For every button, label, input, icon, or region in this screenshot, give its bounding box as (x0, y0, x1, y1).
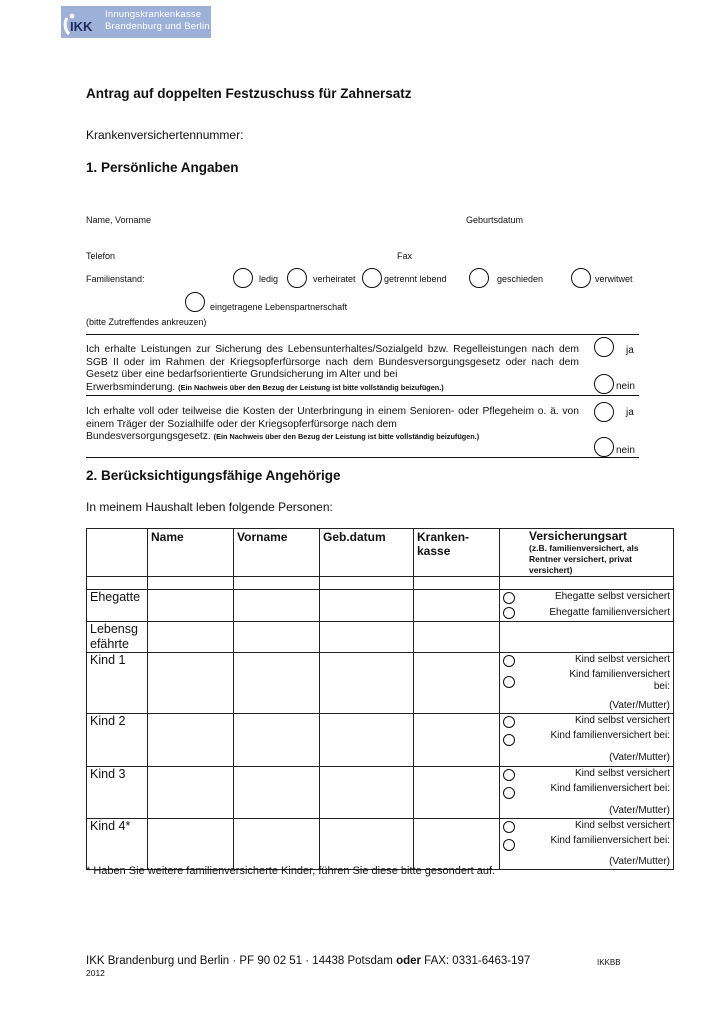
cell-input[interactable] (234, 622, 320, 653)
row-label-child1: Kind 1 (87, 653, 148, 714)
phone-label: Telefon (86, 251, 116, 261)
opt-child2-family: Kind familienversichert bei: (550, 730, 670, 741)
radio-ledig[interactable] (233, 268, 253, 288)
table-spacer-row (87, 577, 674, 590)
question-benefits-text: Ich erhalte Leistungen zur Sicherung des Lebensunterhaltes/Sozialgeld bzw. Regelleistungen nach dem SGB II oder im Rahmen der Kriegsopferfürsorge nach dem Bundesversorgungsgesetz oder nach dem Gesetz über eine bedarfsorientierte Grundsicherung im Alter und bei (86, 344, 579, 381)
question-housing-text: Ich erhalte voll oder teilweise die Kosten der Unterbringung in einem Senioren- oder Pflegeheim o. ä. von einem Träger der Sozialhilfe oder der Kriegsopferfürsorge nach dem (86, 406, 579, 430)
logo-text (105, 9, 210, 33)
cell-input[interactable] (320, 819, 414, 870)
table-row (87, 653, 674, 714)
option-lebenspartnerschaft: eingetragene Lebenspartnerschaft (210, 302, 348, 312)
cell-input[interactable] (320, 590, 414, 622)
col-versicherungsart-title: Versicherungsart (529, 529, 628, 543)
parent-label: (Vater/Mutter) (609, 752, 670, 763)
table-row (87, 819, 674, 870)
table-row (87, 590, 674, 622)
footer-year: 2012 (86, 968, 105, 978)
row-label-partner-1: Lebensg (90, 622, 138, 636)
cell-input[interactable] (234, 819, 320, 870)
cell-input[interactable] (414, 819, 500, 870)
radio-lebenspartnerschaft[interactable] (185, 292, 205, 312)
ikk-logo-icon (63, 8, 101, 36)
row-label-child4: Kind 4* (87, 819, 148, 870)
footnote: * Haben Sie weitere familienversicherte Kinder, führen Sie diese bitte gesondert auf. (86, 865, 496, 877)
option-ledig: ledig (259, 274, 279, 284)
radio-benefits-no[interactable] (594, 374, 614, 394)
radio-spouse-family[interactable] (503, 607, 515, 619)
footer-address (86, 955, 530, 967)
parent-label: (Vater/Mutter) (609, 805, 670, 816)
radio-child4-self[interactable] (503, 821, 515, 833)
row-label-child3: Kind 3 (87, 767, 148, 819)
section2-intro: In meinem Haushalt leben folgende Personen: (86, 500, 333, 514)
table-header-row (87, 529, 674, 577)
cell-input[interactable] (414, 767, 500, 819)
marital-status-label: Familienstand: (86, 274, 145, 284)
cell-input[interactable] (320, 622, 414, 653)
radio-child2-family[interactable] (503, 734, 515, 746)
parent-label: (Vater/Mutter) (609, 856, 670, 867)
member-number-label: Krankenversichertennummer: (86, 128, 244, 142)
fax-label: Fax (397, 251, 413, 261)
col-krankenkasse-line1: Kranken- (417, 530, 470, 544)
logo-line1: Innungskrankenkasse (105, 9, 202, 20)
cell-input[interactable] (234, 653, 320, 714)
radio-benefits-yes[interactable] (594, 337, 614, 357)
divider-3 (86, 457, 639, 458)
opt-child4-self: Kind selbst versichert (574, 820, 670, 831)
cell-input[interactable] (320, 714, 414, 767)
footer-code: IKKBB (597, 958, 621, 967)
question-benefits (86, 344, 579, 394)
opt-child1-family-a: Kind familienversichert (569, 669, 670, 680)
question-housing-last: Bundesversorgungsgesetz. (86, 431, 211, 443)
option-getrennt: getrennt lebend (384, 274, 447, 284)
footer-address-a: IKK Brandenburg und Berlin · PF 90 02 51 · 14438 Potsdam (86, 955, 397, 967)
section1-heading: 1. Persönliche Angaben (86, 160, 239, 175)
opt-child3-family: Kind familienversichert bei: (550, 783, 670, 794)
option-geschieden: geschieden (497, 274, 544, 284)
ikk-logo (61, 6, 211, 38)
opt-child4-family: Kind familienversichert bei: (550, 835, 670, 846)
question-benefits-last: Erwerbsminderung. (86, 381, 176, 393)
cell-input[interactable] (414, 590, 500, 622)
cell-input[interactable] (320, 767, 414, 819)
header-empty (87, 529, 148, 577)
radio-child1-self[interactable] (503, 655, 515, 667)
cell-input[interactable] (500, 622, 674, 653)
marital-hint: (bitte Zutreffendes ankreuzen) (86, 317, 207, 327)
cell-input[interactable] (148, 819, 234, 870)
footer-address-b: FAX: 0331-6463-197 (420, 955, 531, 967)
cell-input[interactable] (148, 767, 234, 819)
radio-spouse-self[interactable] (503, 592, 515, 604)
col-gebdatum: Geb.datum (320, 529, 414, 577)
name-label: Name, Vorname (86, 215, 152, 225)
col-versicherungsart (500, 529, 674, 577)
row-label-partner-2: efährte (90, 637, 129, 651)
housing-yes-label: ja (626, 407, 634, 418)
row-label-child2: Kind 2 (87, 714, 148, 767)
benefits-no-label: nein (616, 381, 635, 392)
footer-address-or: oder (396, 955, 421, 967)
col-krankenkasse (414, 529, 500, 577)
cell-input[interactable] (234, 714, 320, 767)
row-label-partner (87, 622, 148, 653)
col-versicherungsart-hint: (z.B. familienversichert, als Rentner versichert, privat versichert) (529, 543, 639, 575)
radio-housing-no[interactable] (594, 437, 614, 457)
opt-child3-self: Kind selbst versichert (574, 768, 670, 779)
table-row (87, 714, 674, 767)
logo-brand: IKK (70, 19, 93, 34)
col-vorname: Vorname (234, 529, 320, 577)
option-verwitwet: verwitwet (595, 274, 633, 284)
option-verheiratet: verheiratet (313, 274, 356, 284)
question-housing (86, 406, 579, 444)
parent-label: (Vater/Mutter) (609, 700, 670, 711)
opt-child1-family-b: bei: (653, 681, 670, 692)
benefits-yes-label: ja (626, 345, 634, 356)
radio-getrennt[interactable] (362, 268, 382, 288)
cell-input[interactable] (148, 622, 234, 653)
cell-input[interactable] (414, 714, 500, 767)
divider-1 (86, 334, 639, 335)
col-name: Name (148, 529, 234, 577)
cell-input[interactable] (148, 653, 234, 714)
question-benefits-note: (Ein Nachweis über den Bezug der Leistung ist bitte vollständig beizufügen.) (178, 382, 444, 392)
radio-child3-family[interactable] (503, 787, 515, 799)
logo-line2: Brandenburg und Berlin (105, 21, 210, 32)
cell-input[interactable] (320, 653, 414, 714)
cell-input[interactable] (414, 653, 500, 714)
cell-input[interactable] (234, 590, 320, 622)
dependents-table (86, 528, 674, 870)
cell-input[interactable] (414, 622, 500, 653)
cell-input[interactable] (148, 590, 234, 622)
opt-child2-self: Kind selbst versichert (574, 715, 670, 726)
opt-spouse-self: Ehegatte selbst versichert (554, 591, 670, 602)
opt-child1-self: Kind selbst versichert (574, 654, 670, 665)
radio-child2-self[interactable] (503, 716, 515, 728)
row-label-spouse: Ehegatte (87, 590, 148, 622)
opt-spouse-family: Ehegatte familienversichert (549, 607, 670, 618)
col-krankenkasse-line2: kasse (417, 544, 451, 558)
radio-verheiratet[interactable] (287, 268, 307, 288)
section2-heading: 2. Berücksichtigungsfähige Angehörige (86, 468, 341, 483)
table-row (87, 767, 674, 819)
table-row (87, 622, 674, 653)
radio-child3-self[interactable] (503, 769, 515, 781)
housing-no-label: nein (616, 445, 635, 456)
question-housing-note: (Ein Nachweis über den Bezug der Leistung ist bitte vollständig beizufügen.) (213, 432, 480, 442)
radio-geschieden[interactable] (469, 268, 489, 288)
radio-child4-family[interactable] (503, 839, 515, 851)
radio-housing-yes[interactable] (594, 402, 614, 422)
cell-input[interactable] (234, 767, 320, 819)
cell-input[interactable] (148, 714, 234, 767)
radio-verwitwet[interactable] (571, 268, 591, 288)
radio-child1-family[interactable] (503, 676, 515, 688)
birthdate-label: Geburtsdatum (466, 215, 524, 225)
form-title: Antrag auf doppelten Festzuschuss für Zahnersatz (86, 86, 412, 101)
divider-2 (86, 395, 639, 396)
